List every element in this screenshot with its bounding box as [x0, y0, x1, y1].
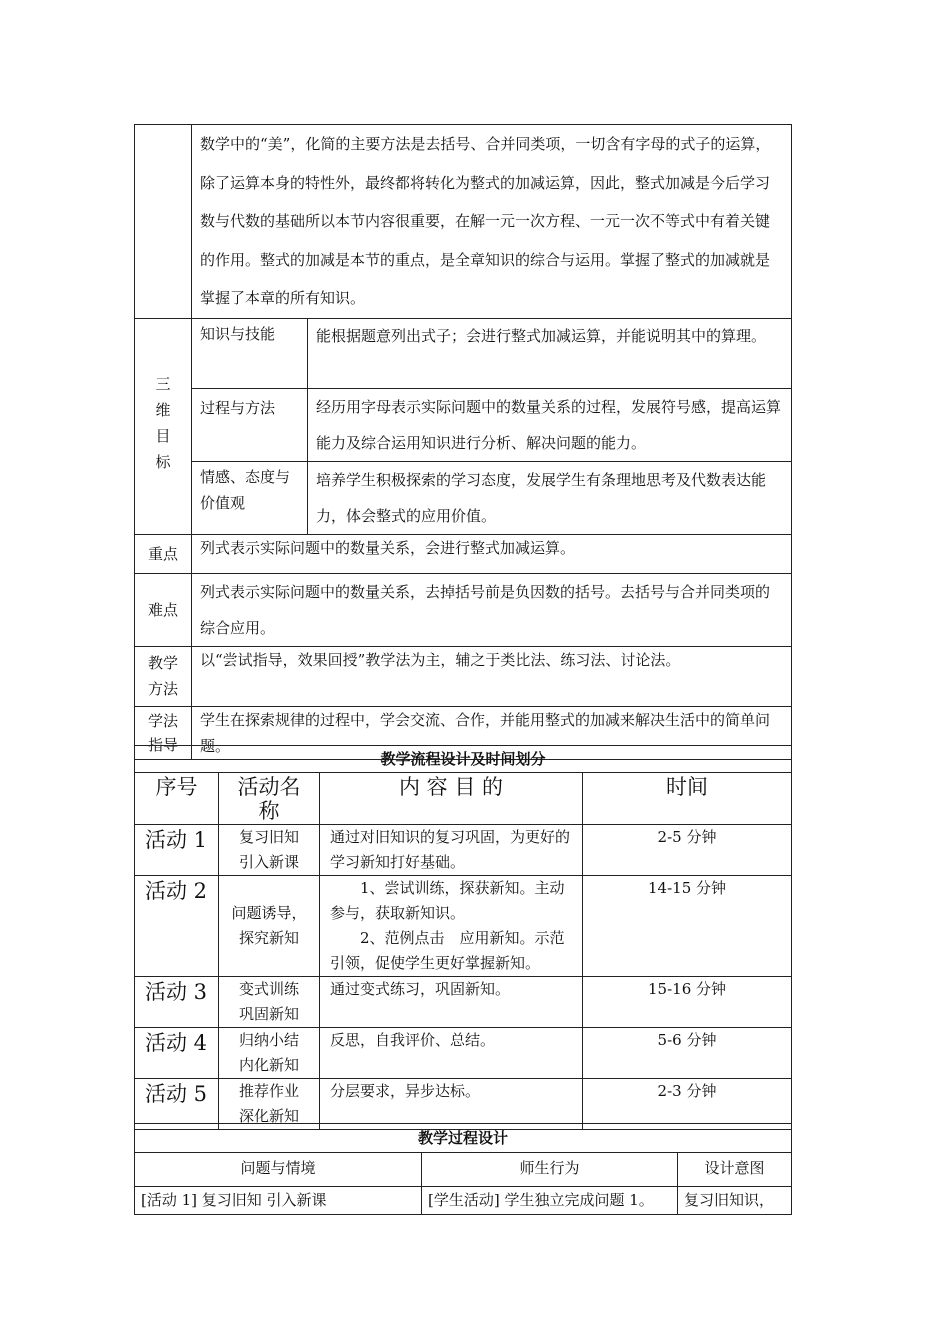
key-point-label: 重点 [135, 534, 192, 573]
lesson-info-table [134, 124, 792, 760]
flow-activity-name: 变式训练 巩固新知 [219, 977, 320, 1028]
key-point-text: 列式表示实际问题中的数量关系，会进行整式加减运算。 [192, 534, 792, 573]
goals-label: 三 维 目 标 [135, 318, 192, 534]
intro-text: 数学中的“美”，化简的主要方法是去括号、合并同类项，一切含有字母的式子的运算，除了运算本身的特性外，最终都将转化为整式的加减运算，因此，整式加减是今后学习数与代数的基础所以本节内容很重要，在解一元一次方程、一元一次不等式中有着关键的作用。整式的加减是本节的重点，是全章知识的综合与运用。掌握了整式的加减就是掌握了本章的所有知识。 [192, 125, 792, 319]
process-header-intent: 设计意图 [678, 1153, 792, 1187]
process-title: 教学过程设计 [135, 1124, 792, 1153]
difficulty-label: 难点 [135, 573, 192, 646]
flow-content: 通过变式练习，巩固新知。 [320, 977, 583, 1028]
flow-time: 5-6 分钟 [583, 1028, 792, 1079]
flow-seq: 活动 5 [135, 1079, 219, 1130]
process-cell-behavior: [学生活动] 学生独立完成问题 1。 [422, 1187, 678, 1215]
flow-time: 2-5 分钟 [583, 825, 792, 876]
goal-text-knowledge: 能根据题意列出式子；会进行整式加减运算，并能说明其中的算理。 [308, 318, 792, 388]
flow-seq: 活动 3 [135, 977, 219, 1028]
goal-name-knowledge: 知识与技能 [192, 318, 308, 388]
process-cell-problem: [活动 1] 复习旧知 引入新课 [135, 1187, 422, 1215]
flow-activity-name: 推荐作业 深化新知 [219, 1079, 320, 1130]
flow-header-seq: 序号 [135, 773, 219, 825]
flow-activity-name: 复习旧知 引入新课 [219, 825, 320, 876]
process-header-problem: 问题与情境 [135, 1153, 422, 1187]
goal-name-process: 过程与方法 [192, 388, 308, 461]
goal-name-emotion: 情感、态度与 价值观 [192, 461, 308, 534]
goal-text-emotion: 培养学生积极探索的学习态度，发展学生有条理地思考及代数表达能力，体会整式的应用价值。 [308, 461, 792, 534]
flow-header-content: 内 容 目 的 [320, 773, 583, 825]
flow-row [135, 1028, 792, 1079]
flow-content: 分层要求，异步达标。 [320, 1079, 583, 1130]
flow-content: 通过对旧知识的复习巩固，为更好的学习新知打好基础。 [320, 825, 583, 876]
goal-text-process: 经历用字母表示实际问题中的数量关系的过程，发展符号感，提高运算能力及综合运用知识进行分析、解决问题的能力。 [308, 388, 792, 461]
flow-time: 14-15 分钟 [583, 876, 792, 977]
flow-content: 反思，自我评价、总结。 [320, 1028, 583, 1079]
flow-content: 1、尝试训练，探获新知。主动参与，获取新知识。 2、范例点击 应用新知。示范引领，促使学生更好掌握新知。 [320, 876, 583, 977]
flow-table [134, 745, 792, 1130]
flow-activity-name: 归纳小结 内化新知 [219, 1028, 320, 1079]
flow-row [135, 1079, 792, 1130]
flow-row [135, 977, 792, 1028]
flow-time: 15-16 分钟 [583, 977, 792, 1028]
table-row [135, 1187, 792, 1215]
flow-row [135, 876, 792, 977]
flow-seq: 活动 2 [135, 876, 219, 977]
flow-header-name: 活动名 称 [219, 773, 320, 825]
flow-seq: 活动 4 [135, 1028, 219, 1079]
flow-seq: 活动 1 [135, 825, 219, 876]
flow-activity-name: 问题诱导， 探究新知 [219, 876, 320, 977]
learning-label: 学法 指导 [135, 706, 192, 759]
difficulty-text: 列式表示实际问题中的数量关系，去掉括号前是负因数的括号。去括号与合并同类项的综合应用。 [192, 573, 792, 646]
flow-row [135, 825, 792, 876]
process-header-behavior: 师生行为 [422, 1153, 678, 1187]
flow-time: 2-3 分钟 [583, 1079, 792, 1130]
method-text: 以“尝试指导，效果回授”教学法为主，辅之于类比法、练习法、讨论法。 [192, 646, 792, 706]
flow-title: 教学流程设计及时间划分 [135, 746, 792, 773]
process-cell-intent: 复习旧知识， [678, 1187, 792, 1215]
flow-header-time: 时间 [583, 773, 792, 825]
method-label: 教学 方法 [135, 646, 192, 706]
process-table [134, 1123, 792, 1215]
learning-text: 学生在探索规律的过程中，学会交流、合作，并能用整式的加减来解决生活中的简单问题。 [192, 706, 792, 759]
intro-blank-label [135, 125, 192, 319]
